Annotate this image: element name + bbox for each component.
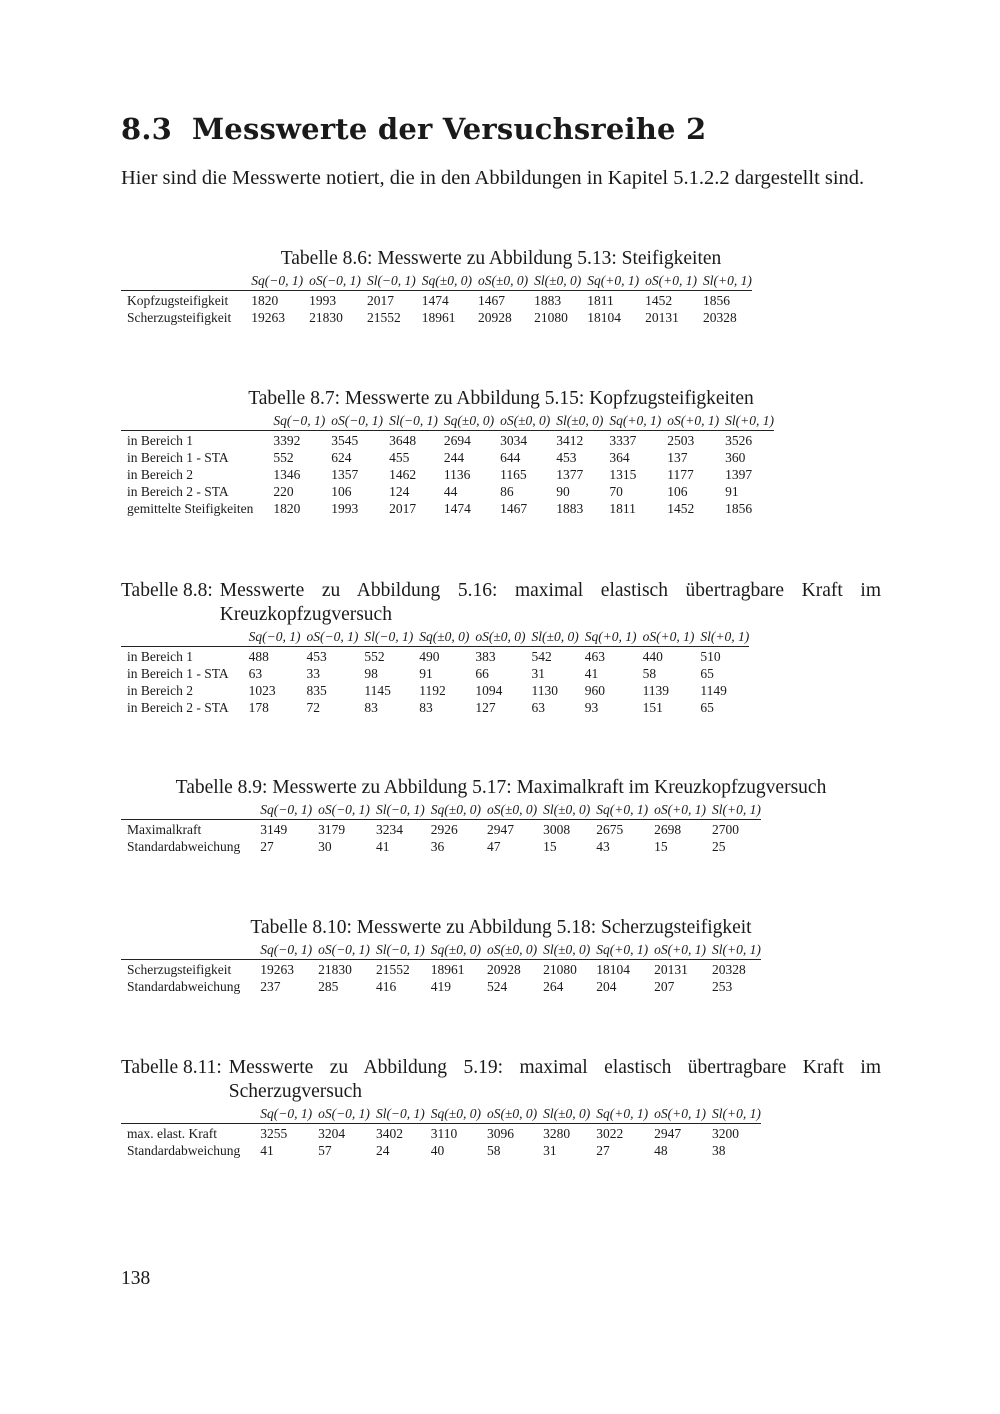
table-row [121,699,749,716]
column-header: Sl(+0, 1) [694,628,749,647]
table-header-row [121,941,761,960]
header-corner [121,1105,254,1124]
table-cell: 91 [725,484,739,499]
table-header-row [121,628,749,647]
table-cell: 1145 [364,683,391,698]
caption-text: Messwerte zu Abbildung 5.16: maximal elastisch übertragbare Kraft im Kreuzkopfzugversuch [219,580,881,625]
table-cell: 207 [654,979,675,994]
header-corner [121,941,254,960]
table-row [121,647,749,666]
table-cell: 3337 [609,433,637,448]
caption-label: Tabelle 8.6: [280,248,373,269]
table-cell: 364 [609,450,630,465]
column-header: Sq(−0, 1) [254,941,312,960]
column-header: oS(±0, 0) [469,628,525,647]
column-header: Sl(+0, 1) [706,1105,761,1124]
table-row [121,960,761,979]
column-header: Sl(−0, 1) [370,1105,425,1124]
table-cell: 137 [667,450,688,465]
row-label: Kopfzugsteifigkeit [127,293,229,308]
table-cell: 1139 [642,683,670,698]
caption-label: Tabelle 8.8: [121,580,213,601]
table-cell: 3110 [430,1126,458,1141]
table-cell: 1811 [587,293,614,308]
table-cell: 383 [475,649,496,664]
column-header: oS(−0, 1) [301,628,359,647]
table-cell: 33 [306,666,321,681]
table-cell: 524 [486,979,508,994]
table-cell: 72 [306,700,321,715]
table-cell: 90 [556,484,570,499]
table-cell: 31 [543,1143,557,1158]
column-header: oS(−0, 1) [325,412,383,431]
column-header: oS(−0, 1) [312,801,370,820]
table-cell: 237 [260,979,281,994]
column-header: Sq(−0, 1) [254,1105,312,1124]
column-header: Sl(±0, 0) [537,941,590,960]
table-cell: 19263 [251,310,285,325]
table-row [121,665,749,682]
row-label: Standardabweichung [127,1143,241,1158]
row-label: in Bereich 1 - STA [127,450,229,465]
table-cell: 285 [318,979,339,994]
table-cell: 18104 [587,310,622,325]
table-cell: 21080 [543,962,577,977]
table-row [121,820,761,839]
table-block-8-8 [121,579,881,716]
table-cell: 31 [531,666,546,681]
header-corner [121,801,254,820]
column-header: oS(±0, 0) [481,801,537,820]
caption-text: Messwerte zu Abbildung 5.18: Scherzugsteifigkeit [356,917,752,938]
column-header: oS(±0, 0) [494,412,550,431]
column-header: oS(±0, 0) [472,272,528,291]
column-header: Sq(−0, 1) [254,801,312,820]
column-header: Sl(−0, 1) [370,801,425,820]
column-header: Sl(±0, 0) [550,412,603,431]
table-cell: 624 [331,450,352,465]
column-header: Sl(+0, 1) [719,412,774,431]
table-cell: 18961 [421,310,456,325]
column-header: Sq(±0, 0) [425,801,481,820]
table-cell: 960 [584,683,605,698]
table-cell: 1820 [251,293,279,308]
table-row [121,978,761,995]
table-cell: 106 [331,484,352,499]
caption-text: Messwerte zu Abbildung 5.13: Steifigkeiten [377,248,722,269]
table-cell: 20131 [645,310,679,325]
column-header: Sl(+0, 1) [706,801,761,820]
caption-text: Messwerte zu Abbildung 5.17: Maximalkraft im Kreuzkopfzugversuch [272,777,827,798]
table-caption [121,579,881,627]
table-cell: 1094 [475,683,503,698]
table-cell: 41 [260,1143,274,1158]
column-header: Sl(−0, 1) [370,941,425,960]
table-cell: 18104 [596,962,631,977]
table-row [121,1124,761,1143]
table-row [121,838,761,855]
table-cell: 58 [486,1143,501,1158]
table-cell: 1820 [273,501,301,516]
table-cell: 27 [596,1143,610,1158]
table-cell: 3096 [486,1126,514,1141]
table-cell: 18961 [430,962,465,977]
table-cell: 21552 [366,310,401,325]
table-cell: 1165 [500,467,527,482]
row-label: in Bereich 1 [127,649,193,664]
table-cell: 21080 [534,310,568,325]
table-cell: 1023 [248,683,276,698]
column-header: Sq(±0, 0) [425,941,481,960]
table-cell: 3008 [543,822,571,837]
table-cell: 1315 [609,467,637,482]
table-cell: 3402 [375,1126,403,1141]
table-cell: 151 [642,700,663,715]
table-cell: 66 [475,666,489,681]
section-title: Messwerte der Versuchsreihe 2 [192,112,707,146]
table-cell: 1467 [500,501,528,516]
table-cell: 36 [430,839,445,854]
table-cell: 2017 [389,501,417,516]
table-cell: 41 [584,666,599,681]
column-header: oS(+0, 1) [661,412,719,431]
header-corner [121,272,245,291]
table-cell: 1452 [667,501,695,516]
column-header: Sq(−0, 1) [243,628,301,647]
table-cell: 3545 [331,433,359,448]
column-header: Sq(±0, 0) [425,1105,481,1124]
table-cell: 47 [486,839,501,854]
table-cell: 65 [700,666,714,681]
table-row [121,682,749,699]
table-cell: 70 [609,484,623,499]
table-cell: 2947 [654,1126,682,1141]
table-cell: 98 [364,666,378,681]
table-cell: 1357 [331,467,359,482]
column-header: Sq(+0, 1) [590,941,648,960]
table-cell: 2694 [443,433,471,448]
table-cell: 41 [375,839,390,854]
table-cell: 63 [248,666,263,681]
row-label: in Bereich 2 - STA [127,484,229,499]
column-header: Sq(+0, 1) [603,412,661,431]
table-cell: 3392 [273,433,301,448]
table-row [121,431,774,450]
table-row [121,500,774,517]
table-cell: 124 [389,484,410,499]
table-cell: 3234 [375,822,403,837]
column-header: oS(+0, 1) [648,1105,706,1124]
table-cell: 2700 [711,822,739,837]
table-caption [121,776,881,800]
table-cell: 48 [654,1143,668,1158]
caption-label: Tabelle 8.11: [121,1057,222,1078]
table-cell: 835 [306,683,327,698]
table-cell: 1993 [309,293,337,308]
page-number: 138 [121,1268,151,1289]
row-label: gemittelte Steifigkeiten [127,501,254,516]
table-cell: 463 [584,649,605,664]
column-header: oS(−0, 1) [303,272,361,291]
table-cell: 20328 [702,310,737,325]
table-caption [121,247,881,271]
table-caption [121,916,881,940]
data-table [121,801,761,855]
table-cell: 416 [375,979,397,994]
column-header: oS(+0, 1) [648,941,706,960]
table-cell: 43 [596,839,610,854]
row-label: in Bereich 2 - STA [127,700,229,715]
column-header: Sl(+0, 1) [706,941,761,960]
column-header: Sq(−0, 1) [267,412,325,431]
column-header: Sq(+0, 1) [590,801,648,820]
table-cell: 1474 [421,293,449,308]
table-row [121,1142,761,1159]
table-cell: 3412 [556,433,584,448]
table-header-row [121,272,752,291]
table-row [121,483,774,500]
column-header: Sl(+0, 1) [697,272,752,291]
table-cell: 2017 [366,293,394,308]
column-header: oS(−0, 1) [312,1105,370,1124]
column-header: Sq(+0, 1) [579,628,637,647]
row-label: in Bereich 2 [127,683,193,698]
column-header: Sq(±0, 0) [413,628,469,647]
table-cell: 63 [531,700,546,715]
table-cell: 93 [584,700,599,715]
intro-paragraph: Hier sind die Messwerte notiert, die in den Abbildungen in Kapitel 5.1.2.2 dargestellt sind. [121,167,865,189]
table-cell: 1149 [700,683,727,698]
table-cell: 3255 [260,1126,288,1141]
data-table [121,412,774,517]
table-cell: 20131 [654,962,688,977]
table-cell: 27 [260,839,274,854]
column-header: oS(+0, 1) [637,628,695,647]
table-cell: 15 [543,839,557,854]
column-header: oS(+0, 1) [648,801,706,820]
column-header: Sq(±0, 0) [416,272,472,291]
table-cell: 1883 [534,293,562,308]
table-cell: 419 [430,979,452,994]
table-cell: 1993 [331,501,359,516]
table-cell: 1346 [273,467,301,482]
table-cell: 2926 [430,822,458,837]
table-cell: 1462 [389,467,417,482]
table-cell: 644 [500,450,521,465]
table-cell: 65 [700,700,714,715]
table-cell: 30 [318,839,332,854]
row-label: in Bereich 2 [127,467,193,482]
table-cell: 3200 [711,1126,739,1141]
row-label: in Bereich 1 - STA [127,666,229,681]
table-cell: 2947 [486,822,514,837]
table-cell: 3149 [260,822,288,837]
table-cell: 552 [273,450,294,465]
column-header: Sl(±0, 0) [528,272,581,291]
table-cell: 1467 [477,293,505,308]
row-label: Scherzugsteifigkeit [127,310,232,325]
table-cell: 15 [654,839,668,854]
table-row [121,466,774,483]
table-cell: 1130 [531,683,559,698]
column-header: Sl(±0, 0) [526,628,579,647]
table-block-8-7 [121,387,881,517]
section-heading [121,112,706,146]
column-header: Sq(+0, 1) [581,272,639,291]
table-cell: 1883 [556,501,584,516]
table-cell: 178 [248,700,269,715]
table-cell: 2698 [654,822,682,837]
column-header: Sl(−0, 1) [383,412,438,431]
table-cell: 106 [667,484,688,499]
table-cell: 3022 [596,1126,624,1141]
table-cell: 20928 [486,962,521,977]
table-block-8-9 [121,776,881,855]
table-cell: 58 [642,666,657,681]
table-cell: 83 [364,700,378,715]
table-cell: 360 [725,450,746,465]
caption-text: Messwerte zu Abbildung 5.15: Kopfzugsteifigkeiten [344,388,754,409]
data-table [121,1105,761,1159]
table-cell: 3526 [725,433,753,448]
table-block-8-10 [121,916,881,995]
column-header: oS(−0, 1) [312,941,370,960]
table-header-row [121,801,761,820]
table-cell: 453 [556,450,577,465]
table-cell: 127 [475,700,496,715]
column-header: oS(±0, 0) [481,941,537,960]
table-cell: 1856 [702,293,730,308]
table-cell: 40 [430,1143,445,1158]
table-cell: 253 [711,979,733,994]
table-cell: 490 [419,649,440,664]
table-cell: 1474 [443,501,471,516]
table-cell: 1377 [556,467,584,482]
table-cell: 1192 [419,683,446,698]
table-caption [121,1056,881,1104]
header-corner [121,628,243,647]
table-cell: 1136 [443,467,471,482]
table-cell: 244 [443,450,465,465]
table-cell: 24 [375,1143,390,1158]
table-header-row [121,1105,761,1124]
table-cell: 2675 [596,822,624,837]
column-header: Sl(−0, 1) [361,272,416,291]
caption-text: Messwerte zu Abbildung 5.19: maximal elastisch übertragbare Kraft im Scherzugversuch [228,1057,881,1102]
caption-label: Tabelle 8.10: [250,917,352,938]
data-table [121,628,749,716]
table-cell: 552 [364,649,385,664]
table-cell: 3179 [318,822,346,837]
table-cell: 453 [306,649,327,664]
table-cell: 3034 [500,433,528,448]
caption-label: Tabelle 8.7: [248,388,340,409]
table-cell: 1177 [667,467,694,482]
table-cell: 20328 [711,962,746,977]
table-row [121,291,752,310]
table-cell: 2503 [667,433,695,448]
table-cell: 510 [700,649,721,664]
table-block-8-6 [121,247,881,326]
header-corner [121,412,267,431]
table-cell: 1397 [725,467,753,482]
data-table [121,941,761,995]
column-header: Sq(−0, 1) [245,272,303,291]
table-cell: 3280 [543,1126,571,1141]
table-cell: 83 [419,700,433,715]
table-cell: 86 [500,484,514,499]
table-block-8-11 [121,1056,881,1159]
table-cell: 220 [273,484,294,499]
column-header: Sl(−0, 1) [358,628,413,647]
table-cell: 25 [711,839,726,854]
table-cell: 3204 [318,1126,346,1141]
table-cell: 3648 [389,433,417,448]
table-caption [121,387,881,411]
table-cell: 1856 [725,501,753,516]
row-label: Maximalkraft [127,822,202,837]
table-cell: 38 [711,1143,726,1158]
table-cell: 21552 [375,962,410,977]
table-cell: 1811 [609,501,636,516]
column-header: Sq(±0, 0) [438,412,494,431]
column-header: Sl(±0, 0) [537,801,590,820]
table-cell: 20928 [477,310,512,325]
table-cell: 91 [419,666,433,681]
data-table [121,272,752,326]
column-header: Sq(+0, 1) [590,1105,648,1124]
table-cell: 488 [248,649,269,664]
table-cell: 21830 [318,962,352,977]
table-cell: 1452 [645,293,673,308]
table-cell: 440 [642,649,663,664]
row-label: Standardabweichung [127,839,241,854]
column-header: oS(±0, 0) [481,1105,537,1124]
caption-label: Tabelle 8.9: [175,777,268,798]
table-row [121,449,774,466]
table-row [121,309,752,326]
row-label: in Bereich 1 [127,433,193,448]
column-header: oS(+0, 1) [639,272,697,291]
table-cell: 264 [543,979,564,994]
column-header: Sl(±0, 0) [537,1105,590,1124]
table-cell: 542 [531,649,552,664]
table-cell: 19263 [260,962,294,977]
table-cell: 455 [389,450,410,465]
table-cell: 57 [318,1143,332,1158]
table-header-row [121,412,774,431]
table-cell: 21830 [309,310,343,325]
table-cell: 44 [443,484,458,499]
row-label: Scherzugsteifigkeit [127,962,232,977]
table-cell: 204 [596,979,617,994]
section-number: 8.3 [121,112,173,146]
row-label: max. elast. Kraft [127,1126,217,1141]
row-label: Standardabweichung [127,979,241,994]
